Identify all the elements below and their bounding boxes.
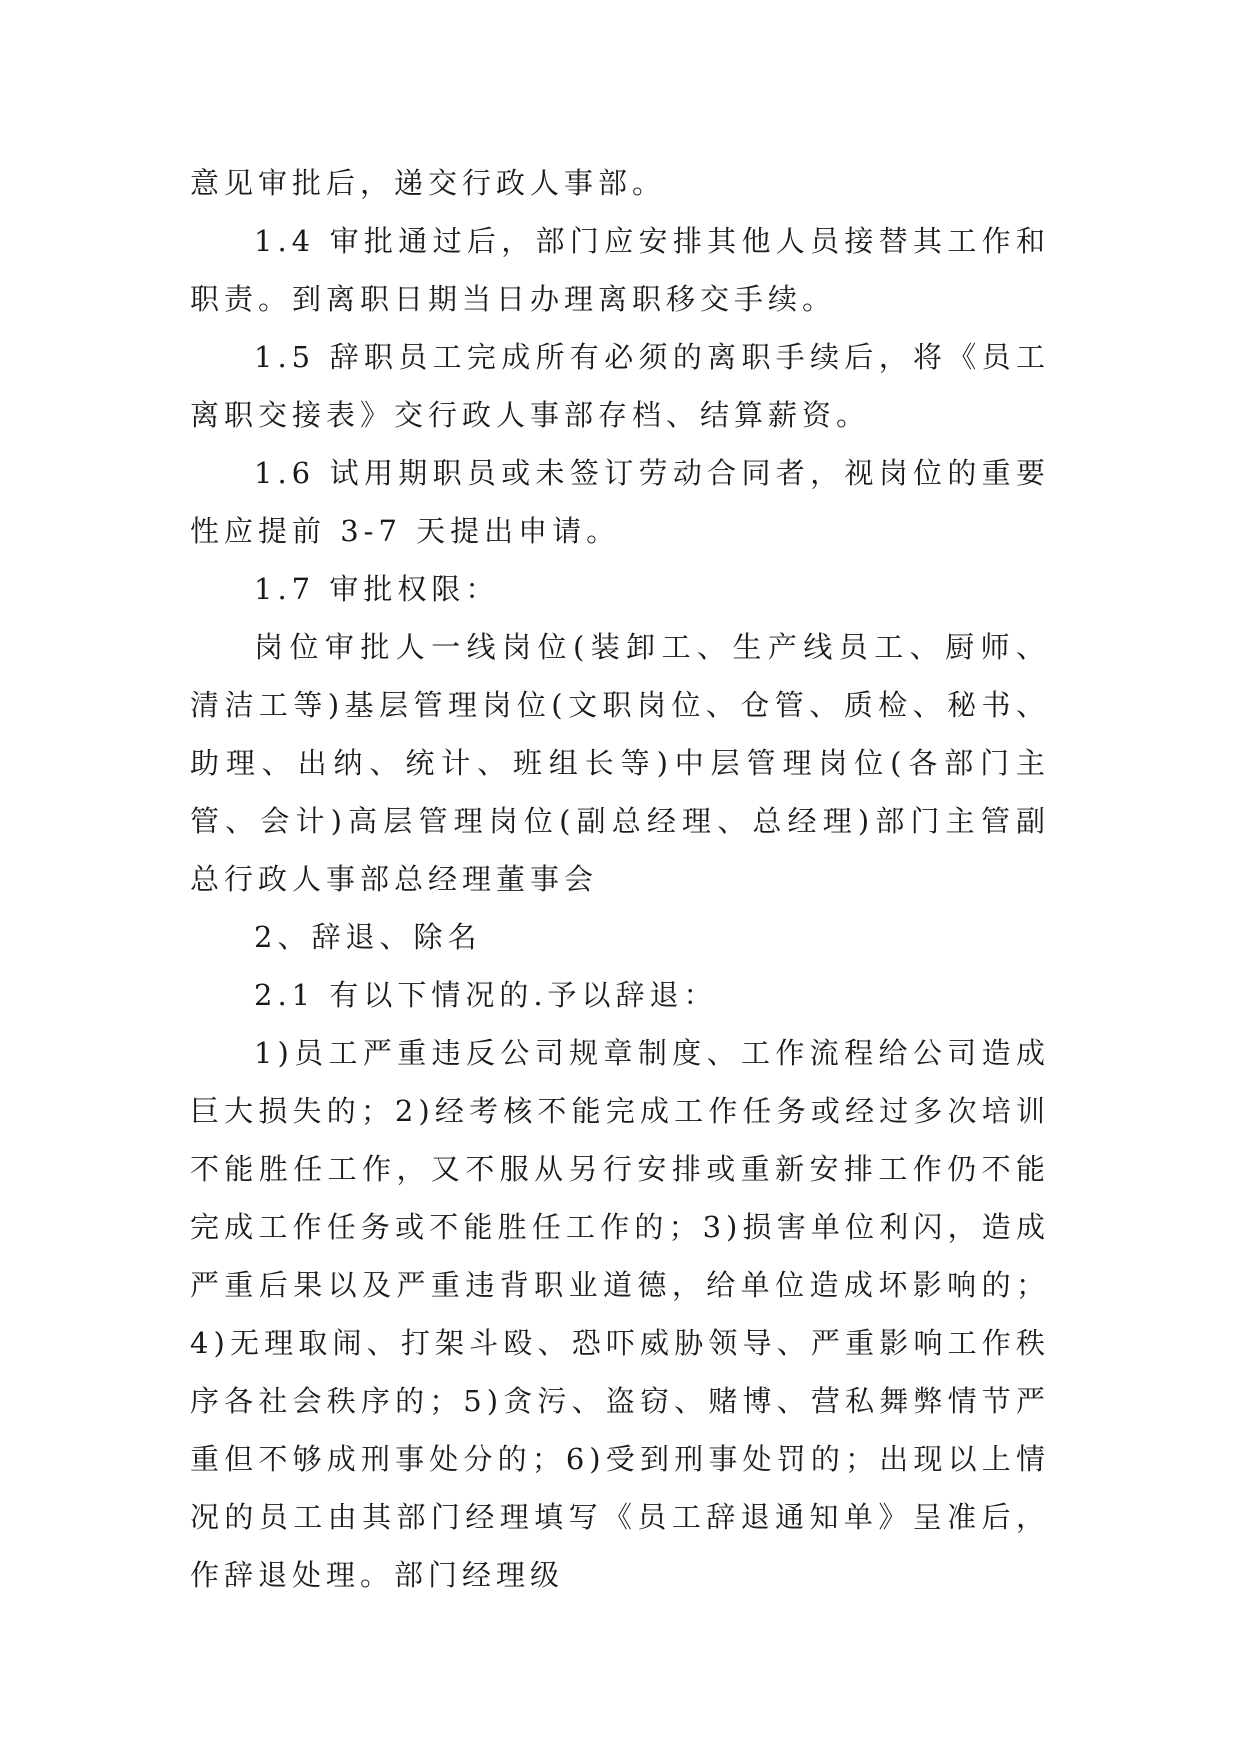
- paragraph-1-7-heading: 1.7 审批权限：: [254, 572, 500, 606]
- paragraph-2-1: 2.1 有以下情况的.予以辞退：: [254, 978, 718, 1012]
- paragraph-1-6: 1.6 试用期职员或未签订劳动合同者，视岗位的重要性应提前 3-7 天提出申请。: [190, 456, 1050, 548]
- paragraph-dismissal-conditions: 1)员工严重违反公司规章制度、工作流程给公司造成巨大损失的；2)经考核不能完成工作任务或经过多次培训不能胜任工作，又不服从另行安排或重新安排工作仍不能完成工作任务或不能胜任工作的；3)损害单位利闪，造成严重后果以及严重违背职业道德，给单位造成坏影响的；4)无理取闹、打架斗殴、恐吓威胁领导、严重影响工作秩序各社会秩序的；5)贪污、盗窃、赌博、营私舞弊情节严重但不够成刑事处分的；6)受到刑事处罚的；出现以上情况的员工由其部门经理填写《员工辞退通知单》呈准后，作辞退处理。部门经理级: [190, 1036, 1050, 1592]
- paragraph-1-5: 1.5 辞职员工完成所有必须的离职手续后，将《员工离职交接表》交行政人事部存档、结算薪资。: [190, 340, 1050, 432]
- paragraph-approval-continued: 意见审批后，递交行政人事部。: [190, 166, 667, 200]
- paragraph-approval-authority: 岗位审批人一线岗位(装卸工、生产线员工、厨师、清洁工等)基层管理岗位(文职岗位、仓管、质检、秘书、助理、出纳、统计、班组长等)中层管理岗位(各部门主管、会计)高层管理岗位(副总经理、总经理)部门主管副总行政人事部总经理董事会: [190, 630, 1050, 896]
- document-body: [190, 154, 1050, 1604]
- section-heading-dismissal: 2、辞退、除名: [254, 920, 482, 954]
- paragraph-1-4: 1.4 审批通过后，部门应安排其他人员接替其工作和职责。到离职日期当日办理离职移交手续。: [190, 224, 1050, 316]
